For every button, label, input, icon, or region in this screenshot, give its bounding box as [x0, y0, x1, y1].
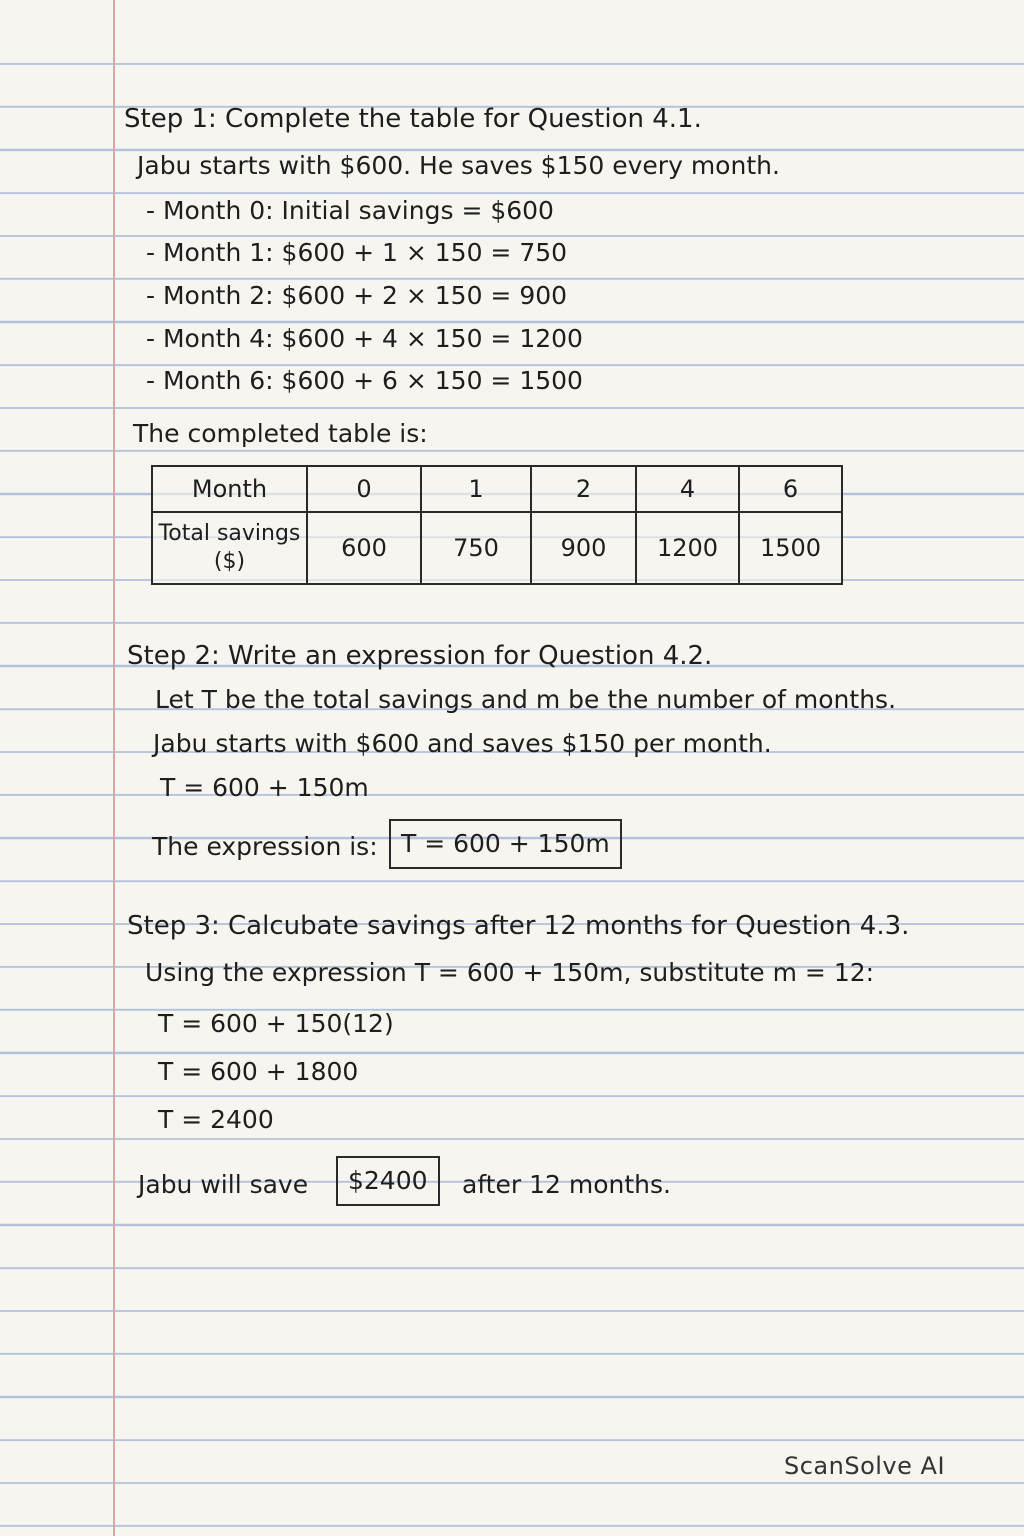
table-cell-savings: 900 — [531, 512, 636, 584]
step2-formula: T = 600 + 150m — [160, 773, 369, 802]
step3-heading: Step 3: Calcubate savings after 12 months for Question 4.3. — [127, 911, 910, 941]
step2-heading: Step 2: Write an expression for Question 4.2. — [127, 641, 713, 671]
step1-line-month4: - Month 4: $600 + 4 × 150 = 1200 — [146, 324, 583, 353]
step3-calc-line1: T = 600 + 150(12) — [158, 1009, 394, 1038]
table-header-savings — [152, 512, 307, 584]
table-cell-savings: 1500 — [739, 512, 842, 584]
table-row-months — [152, 466, 842, 512]
table-row-savings — [152, 512, 842, 584]
step3-line1: Using the expression T = 600 + 150m, substitute m = 12: — [145, 958, 875, 987]
step2-line1: Let T be the total savings and m be the number of months. — [155, 685, 897, 714]
step2-answer-box: T = 600 + 150m — [389, 819, 622, 869]
step3-calc-line2: T = 600 + 1800 — [158, 1057, 359, 1086]
table-header-month: Month — [152, 466, 307, 512]
step2-answer-label: The expression is: — [152, 832, 378, 861]
step1-line-month1: - Month 1: $600 + 1 × 150 = 750 — [146, 238, 568, 267]
table-cell-savings: 1200 — [636, 512, 739, 584]
table-cell-month: 4 — [636, 466, 739, 512]
step3-calc-line3: T = 2400 — [158, 1105, 274, 1134]
table-cell-savings: 600 — [307, 512, 421, 584]
step1-heading: Step 1: Complete the table for Question 4.1. — [124, 104, 702, 134]
step2-line2: Jabu starts with $600 and saves $150 per month. — [153, 729, 772, 758]
table-cell-savings: 750 — [421, 512, 531, 584]
step3-answer-box: $2400 — [336, 1156, 440, 1206]
step1-line-month0: - Month 0: Initial savings = $600 — [146, 196, 554, 225]
step1-intro: Jabu starts with $600. He saves $150 every month. — [137, 151, 780, 180]
notebook-margin-line — [113, 0, 115, 1536]
table-intro: The completed table is: — [133, 419, 428, 448]
savings-table — [151, 465, 843, 585]
step1-line-month2: - Month 2: $600 + 2 × 150 = 900 — [146, 281, 568, 310]
table-header-savings-line2: ($) — [213, 549, 246, 574]
table-header-savings-line1: Total savings — [158, 521, 301, 546]
table-cell-month: 6 — [739, 466, 842, 512]
step3-answer-prefix: Jabu will save — [138, 1170, 309, 1199]
table-cell-month: 0 — [307, 466, 421, 512]
scansolve-watermark: ScanSolve AI — [784, 1452, 946, 1480]
table-cell-month: 1 — [421, 466, 531, 512]
step1-line-month6: - Month 6: $600 + 6 × 150 = 1500 — [146, 366, 583, 395]
step3-answer-suffix: after 12 months. — [462, 1170, 671, 1199]
table-cell-month: 2 — [531, 466, 636, 512]
